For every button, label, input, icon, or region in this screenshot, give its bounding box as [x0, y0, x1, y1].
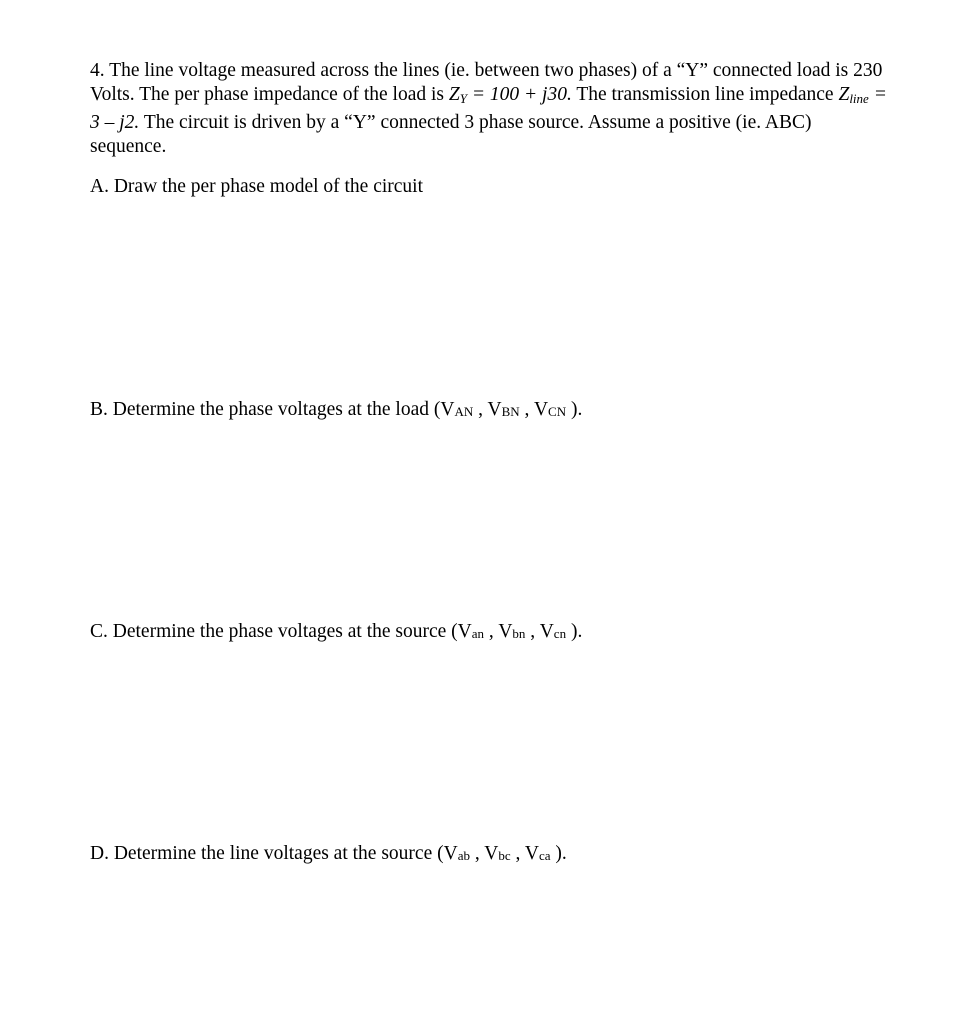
zy-value: = 100 + j30. [466, 84, 572, 105]
part-d-v3: V [524, 843, 539, 864]
part-b-v1-sub: AN [454, 404, 474, 419]
part-d-close: ). [550, 843, 567, 864]
part-a [90, 175, 423, 199]
part-b-v2-sub: BN [501, 404, 520, 419]
part-c-close: ). [566, 621, 583, 642]
problem-text-1: The line voltage measured across the lines (ie. between two phases) of a “Y” connected load is 230 Volts. The per phase impedance of the load is [90, 60, 883, 105]
part-c-label: C. [90, 621, 108, 642]
problem-text-2: The transmission line impedance [571, 84, 839, 105]
problem-number: 4. [90, 60, 105, 81]
part-d-v1-sub: ab [457, 848, 470, 863]
part-d-v1: V [443, 843, 458, 864]
part-b-text: Determine the phase voltages at the load ( [112, 399, 441, 420]
part-b-v1: V [440, 399, 455, 420]
problem-text-3: The circuit is driven by a “Y” connected 3 phase source. Assume a positive (ie. ABC) sequence. [90, 112, 812, 157]
part-b-v3-sub: CN [548, 404, 567, 419]
part-b-label: B. [90, 399, 108, 420]
part-a-label: A. [90, 176, 109, 197]
part-b-v3: V [533, 399, 549, 420]
part-b-close: ). [566, 399, 583, 420]
zline-symbol: Z [838, 84, 850, 105]
part-d-v3-sub: ca [539, 848, 551, 863]
part-d-text: Determine the line voltages at the source ( [113, 843, 444, 864]
part-b: B. Determine the phase voltages at the load (VAN , VBN , VCN ). [90, 399, 583, 420]
part-c-v3-sub: cn [553, 626, 567, 641]
part-c-text: Determine the phase voltages at the source ( [112, 621, 458, 642]
zline-subscript: line [849, 91, 869, 106]
part-a-text: Draw the per phase model of the circuit [113, 176, 424, 197]
part-d-label: D. [90, 843, 109, 864]
part-c-v3: V [539, 621, 554, 642]
problem-statement [90, 59, 890, 159]
part-c: C. Determine the phase voltages at the source (Van , Vbn , Vcn ). [90, 621, 583, 642]
part-d-v2: V [484, 843, 499, 864]
zy-subscript: Y [459, 91, 467, 106]
part-c-v1: V [457, 621, 472, 642]
part-d-v2-sub: bc [498, 848, 511, 863]
part-c-v1-sub: an [471, 626, 485, 641]
zy-symbol: Z [448, 84, 460, 105]
part-b-v2: V [487, 399, 502, 420]
zline-value: = 3 – j2. [90, 84, 887, 133]
part-d: D. Determine the line voltages at the source (Vab , Vbc , Vca ). [90, 843, 567, 864]
part-c-v2-sub: bn [512, 626, 526, 641]
part-c-v2: V [498, 621, 513, 642]
